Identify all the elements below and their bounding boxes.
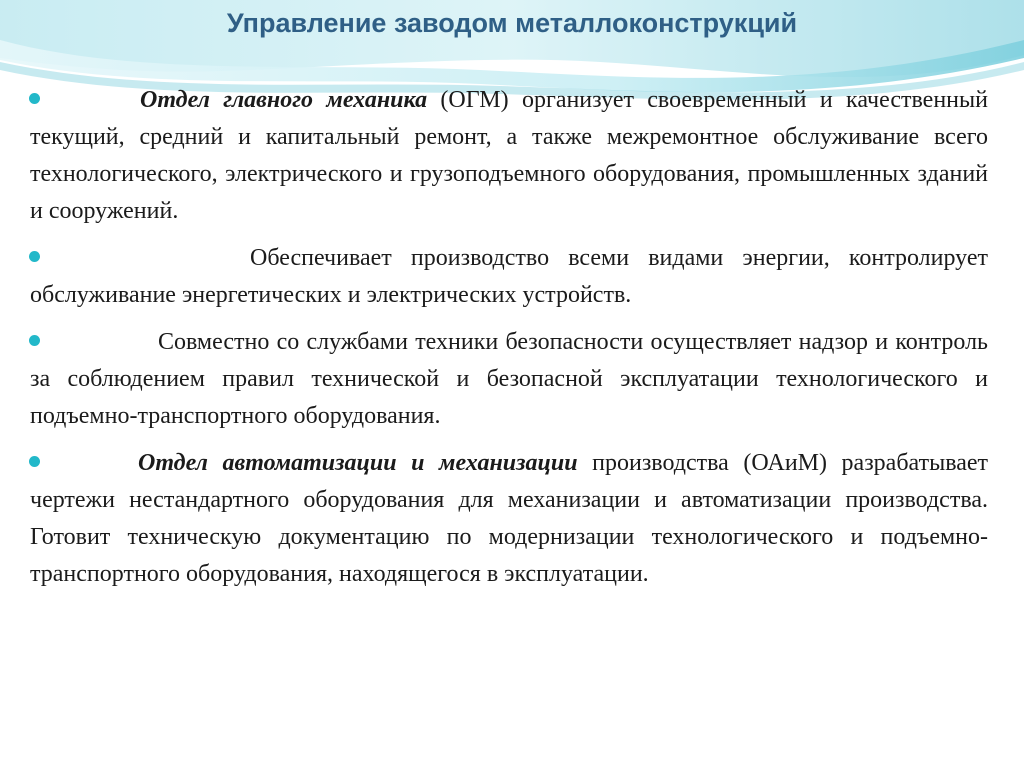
list-item-text: (ОГМ) организует своевременный и качественный текущий, средний и капитальный ремонт, а также межремонтное обслуживание всего технологического, электрического и грузоподъемного оборудования, промышленных зданий и сооружений. <box>30 87 988 224</box>
department-name: Отдел автоматизации и механизации <box>138 450 578 476</box>
bullet-dot-icon <box>29 93 40 104</box>
slide-title: Управление заводом металлоконструкций <box>226 8 798 38</box>
bullet-dot-icon <box>29 251 40 262</box>
bullet-dot-icon <box>29 335 40 346</box>
list-item <box>30 445 988 593</box>
bullet-dot-icon <box>29 456 40 467</box>
bullet-list <box>30 82 988 603</box>
department-name: Отдел главного механика <box>140 87 428 113</box>
list-item <box>30 324 988 435</box>
list-item-text: Совместно со службами техники безопасности осуществляет надзор и контроль за соблюдением правил технической и безопасной эксплуатации технологического и подъемно-транспортного оборудования. <box>30 329 988 429</box>
list-item <box>30 82 988 230</box>
list-item <box>30 240 988 314</box>
list-item-text: Обеспечивает производство всеми видами энергии, контролирует обслуживание энергетических и электрических устройств. <box>30 245 988 308</box>
list-item-text: производства (ОАиМ) разрабатывает чертежи нестандартного оборудования для механизации и автоматизации производства. Готовит техническую документацию по модернизации технологического и подъемно-транспортного оборудования, находящегося в эксплуатации. <box>30 450 988 587</box>
